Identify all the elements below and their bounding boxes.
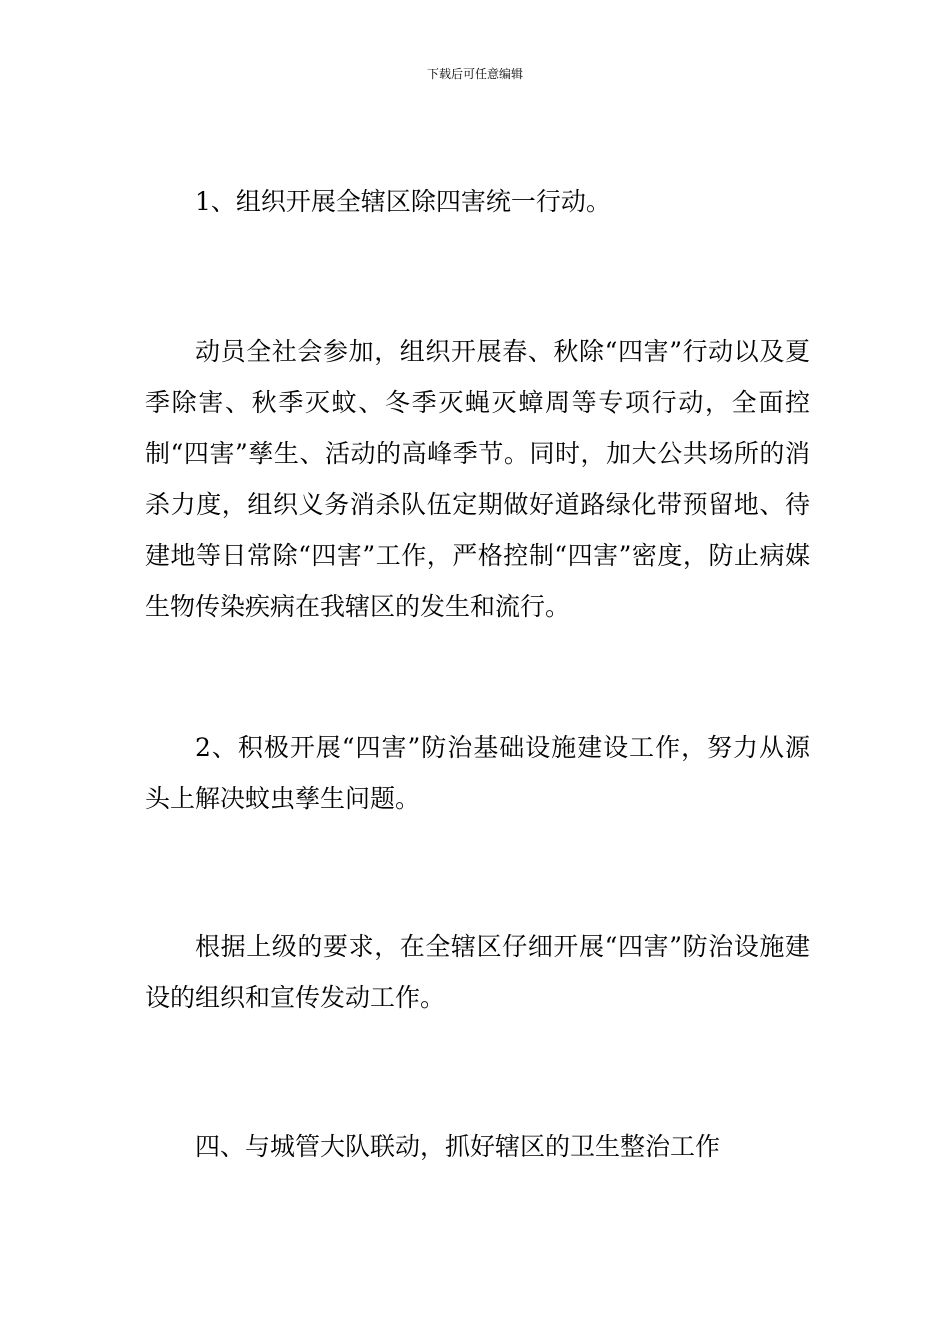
paragraph-item-2-body: 根据上级的要求，在全辖区仔细开展“四害”防治设施建设的组织和宣传发动工作。 — [145, 932, 810, 1012]
paragraph-item-1-body: 动员全社会参加，组织开展春、秋除“四害”行动以及夏季除害、秋季灭蚊、冬季灭蝇灭蟑周等专项行动，全面控制“四害”孳生、活动的高峰季节。同时，加大公共场所的消杀力度，组织义务消杀队伍定期做好道路绿化带预留地、待建地等日常除“四害”工作，严格控制“四害”密度，防止病媒生物传染疾病在我辖区的发生和流行。 — [145, 337, 810, 621]
section-four-heading: 四、与城管大队联动，抓好辖区的卫生整治工作 — [195, 1132, 721, 1161]
header-note: 下载后可任意编辑 — [426, 67, 523, 81]
paragraph-item-2-heading: 2、积极开展“四害”防治基础设施建设工作，努力从源头上解决蚊虫孳生问题。 — [145, 733, 810, 813]
paragraph-item-1-heading: 1、组织开展全辖区除四害统一行动。 — [195, 187, 611, 216]
